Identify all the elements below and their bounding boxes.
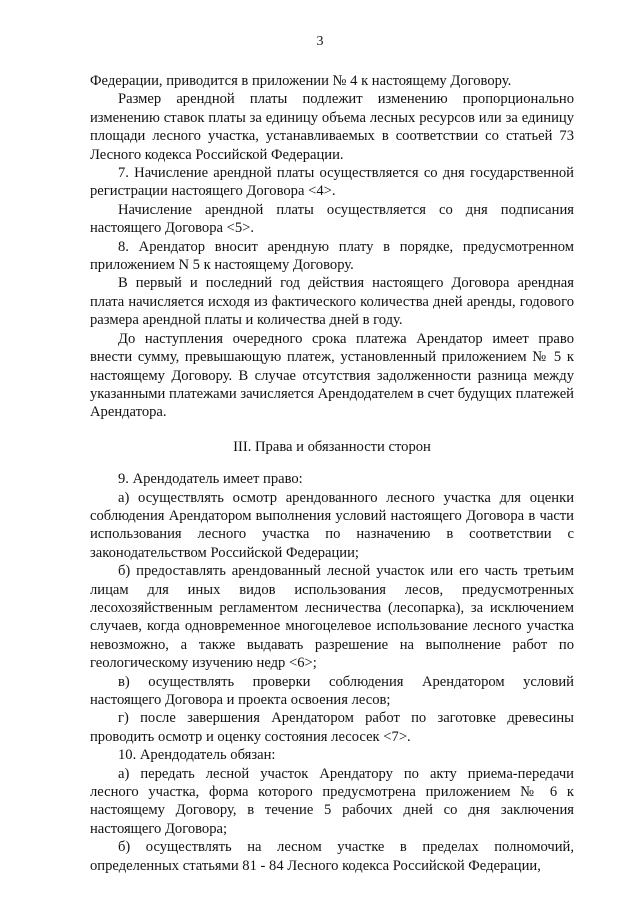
paragraph-advance-payment: До наступления очередного срока платежа Арендатор имеет право внести сумму, превышающую платеж, установленный приложением № 5 к настоящему Договору. В случае отсутствия задолженности разница между указанными платежами зачисляется Арендодателем в счет будущих платежей Арендатора. — [90, 330, 574, 421]
page-number: 3 — [316, 34, 324, 49]
paragraph-first-last-year: В первый и последний год действия настоящего Договора арендная плата начисляется исходя из фактического количества дней аренды, годового размера арендной платы и количества дней в году. — [90, 275, 574, 329]
paragraph-clause-7: 7. Начисление арендной платы осуществляется со дня государственной регистрации настоящего Договора <4>. — [90, 165, 574, 200]
section-heading: III. Права и обязанности сторон — [233, 438, 431, 455]
paragraph-clause-9: 9. Арендодатель имеет право: — [118, 471, 303, 488]
paragraph-clause-7-alt: Начисление арендной платы осуществляется со дня подписания настоящего Договора <5>. — [90, 201, 574, 237]
paragraph-clause-9v: в) осуществлять проверки соблюдения Арендатором условий настоящего Договора и проекта освоения лесов; — [90, 673, 574, 708]
paragraph-clause-9b: б) предоставлять арендованный лесной участок или его часть третьим лицам для иных видов использования лесов, предусмотренных лесохозяйственным регламентом лесничества (лесопарка), за исключением случаев, когда одновременное многоцелевое использование лесного участка невозможно, а также выдавать разрешение на выполнение работ по геологическому изучению недр <6>; — [90, 563, 574, 672]
paragraph-clause-10a: а) передать лесной участок Арендатору по акту приема-передачи лесного участка, форма которого предусмотрена приложением № 6 к настоящему Договору, в течение 5 рабочих дней со дня заключения настоящего Договора; — [90, 765, 574, 837]
paragraph-clause-10: 10. Арендодатель обязан: — [118, 747, 276, 764]
paragraph-clause-9a: а) осуществлять осмотр арендованного лесного участка для оценки соблюдения Арендатором выполнения условий настоящего Договора в части использования лесного участка по назначению в соответствии с законодательством Российской Федерации; — [90, 489, 574, 561]
paragraph-clause-10b: б) осуществлять на лесном участке в пределах полномочий, определенных статьями 81 - 84 Лесного кодекса Российской Федерации, — [90, 839, 574, 874]
paragraph-clause-8: 8. Арендатор вносит арендную плату в порядке, предусмотренном приложением N 5 к настоящему Договору. — [90, 238, 574, 274]
paragraph-clause-9g: г) после завершения Арендатором работ по заготовке древесины проводить осмотр и оценку состояния лесосек <7>. — [90, 710, 574, 745]
document-body — [90, 72, 574, 875]
paragraph-rent-change: Размер арендной платы подлежит изменению пропорционально изменению ставок платы за единицу объема лесных ресурсов или за единицу площади лесного участка, устанавливаемых в соответствии со статьей 73 Лесного кодекса Российской Федерации. — [90, 91, 574, 163]
paragraph-continuation: Федерации, приводится в приложении № 4 к настоящему Договору. — [90, 73, 512, 89]
